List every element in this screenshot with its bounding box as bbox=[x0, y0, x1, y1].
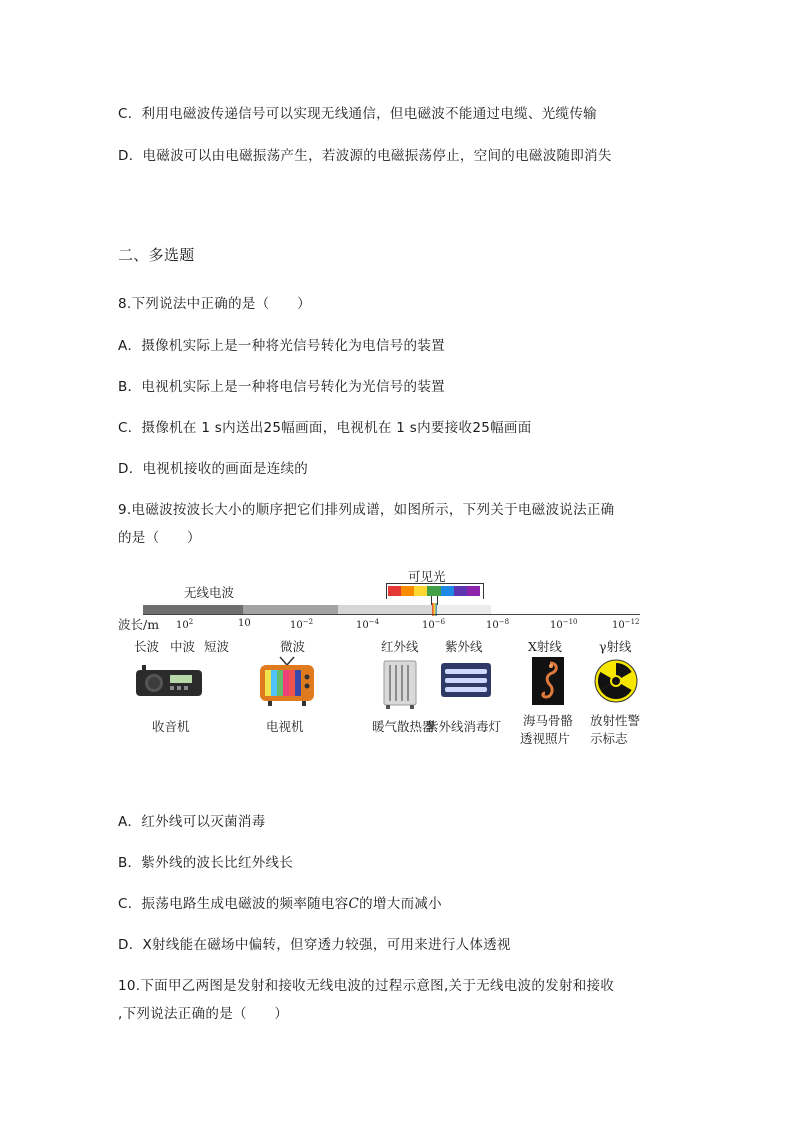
band-ultraviolet bbox=[433, 605, 491, 614]
visible-light-label: 可见光 bbox=[408, 569, 446, 584]
gamma-label: γ射线 bbox=[599, 639, 632, 654]
visible-color-4 bbox=[441, 586, 454, 596]
visible-color-6 bbox=[467, 586, 480, 596]
visible-color-1 bbox=[401, 586, 414, 596]
q9-option-c-pre: C．振荡电路生成电磁波的频率随电容 bbox=[118, 896, 349, 912]
visible-color-2 bbox=[414, 586, 427, 596]
axis-tick-label: $10^2$ bbox=[176, 618, 194, 631]
q8-option-a: A．摄像机实际上是一种将光信号转化为电信号的装置 bbox=[118, 338, 445, 354]
ultraviolet-label: 紫外线 bbox=[445, 639, 483, 654]
em-spectrum-figure bbox=[118, 565, 648, 755]
q9-stem-line2: 的是（ ） bbox=[118, 530, 201, 546]
heater-icon bbox=[380, 657, 420, 711]
visible-color-3 bbox=[427, 586, 440, 596]
q8-option-d: D．电视机接收的画面是连续的 bbox=[118, 461, 309, 477]
seahorse-xray-icon bbox=[532, 657, 564, 705]
axis-tick-label: $10^{-8}$ bbox=[486, 618, 510, 631]
visible-color-5 bbox=[454, 586, 467, 596]
radio-caption: 收音机 bbox=[152, 719, 190, 734]
q9-option-c-post: 的增大而减小 bbox=[359, 896, 442, 912]
q9-option-c bbox=[118, 892, 442, 912]
long-wave-label: 长波 bbox=[134, 639, 160, 654]
short-wave-label: 短波 bbox=[204, 639, 230, 654]
q10-stem-line2: ,下列说法正确的是（ ） bbox=[118, 1006, 289, 1022]
axis-line bbox=[143, 614, 640, 615]
axis-tick-label: $10^{-4}$ bbox=[356, 618, 380, 631]
q10-stem-line1: 10.下面甲乙两图是发射和接收无线电波的过程示意图,关于无线电波的发射和接收 bbox=[118, 978, 615, 994]
band-radio bbox=[143, 605, 243, 614]
uv-lamp-caption: 紫外线消毒灯 bbox=[426, 719, 502, 734]
band-infrared bbox=[338, 605, 433, 614]
radiation-warning-icon bbox=[594, 659, 638, 703]
axis-tick-label: $10^{-2}$ bbox=[290, 618, 314, 631]
band-microwave bbox=[243, 605, 338, 614]
visible-spectrum-strip bbox=[388, 586, 480, 596]
infrared-label: 红外线 bbox=[381, 639, 419, 654]
visible-color-0 bbox=[388, 586, 401, 596]
q8-option-b: B．电视机实际上是一种将电信号转化为光信号的装置 bbox=[118, 379, 445, 395]
axis-tick-label: $10^{-6}$ bbox=[422, 618, 446, 631]
q7-option-c: C．利用电磁波传递信号可以实现无线通信，但电磁波不能通过电缆、光缆传输 bbox=[118, 106, 597, 122]
q8-stem: 8.下列说法中正确的是（ ） bbox=[118, 296, 311, 312]
capacitance-variable: C bbox=[348, 896, 360, 912]
axis-label: 波长/m bbox=[118, 617, 160, 632]
q8-option-c: C．摄像机在 1 s内送出25幅画面，电视机在 1 s内要接收25幅画面 bbox=[118, 420, 532, 436]
radio-icon bbox=[132, 660, 208, 702]
q9-option-a: A．红外线可以灭菌消毒 bbox=[118, 814, 266, 830]
q9-stem-line1: 9.电磁波按波长大小的顺序把它们排列成谱，如图所示，下列关于电磁波说法正确 bbox=[118, 502, 615, 518]
axis-tick-label: 10 bbox=[238, 618, 251, 629]
medium-wave-label: 中波 bbox=[170, 639, 196, 654]
radiation-caption-line1: 放射性警 bbox=[590, 713, 641, 728]
microwave-label: 微波 bbox=[280, 639, 306, 654]
heater-caption: 暖气散热器 bbox=[372, 719, 435, 734]
xray-caption-line2: 透视照片 bbox=[520, 731, 571, 746]
section-title: 二、多选题 bbox=[118, 246, 195, 264]
radiation-caption-line2: 示标志 bbox=[590, 731, 628, 746]
radio-wave-label: 无线电波 bbox=[184, 585, 235, 600]
xray-label: X射线 bbox=[528, 639, 562, 654]
uv-lamp-icon bbox=[439, 661, 493, 701]
q9-option-b: B．紫外线的波长比红外线长 bbox=[118, 855, 294, 871]
tv-caption: 电视机 bbox=[266, 719, 304, 734]
tv-icon bbox=[258, 655, 316, 707]
q9-option-d: D．X射线能在磁场中偏转，但穿透力较强，可用来进行人体透视 bbox=[118, 937, 511, 953]
axis-tick-label: $10^{-10}$ bbox=[550, 618, 578, 631]
axis-tick-label: $10^{-12}$ bbox=[612, 618, 640, 631]
q7-option-d: D．电磁波可以由电磁振荡产生，若波源的电磁振荡停止，空间的电磁波随即消失 bbox=[118, 148, 612, 164]
xray-caption-line1: 海马骨骼 bbox=[523, 713, 574, 728]
